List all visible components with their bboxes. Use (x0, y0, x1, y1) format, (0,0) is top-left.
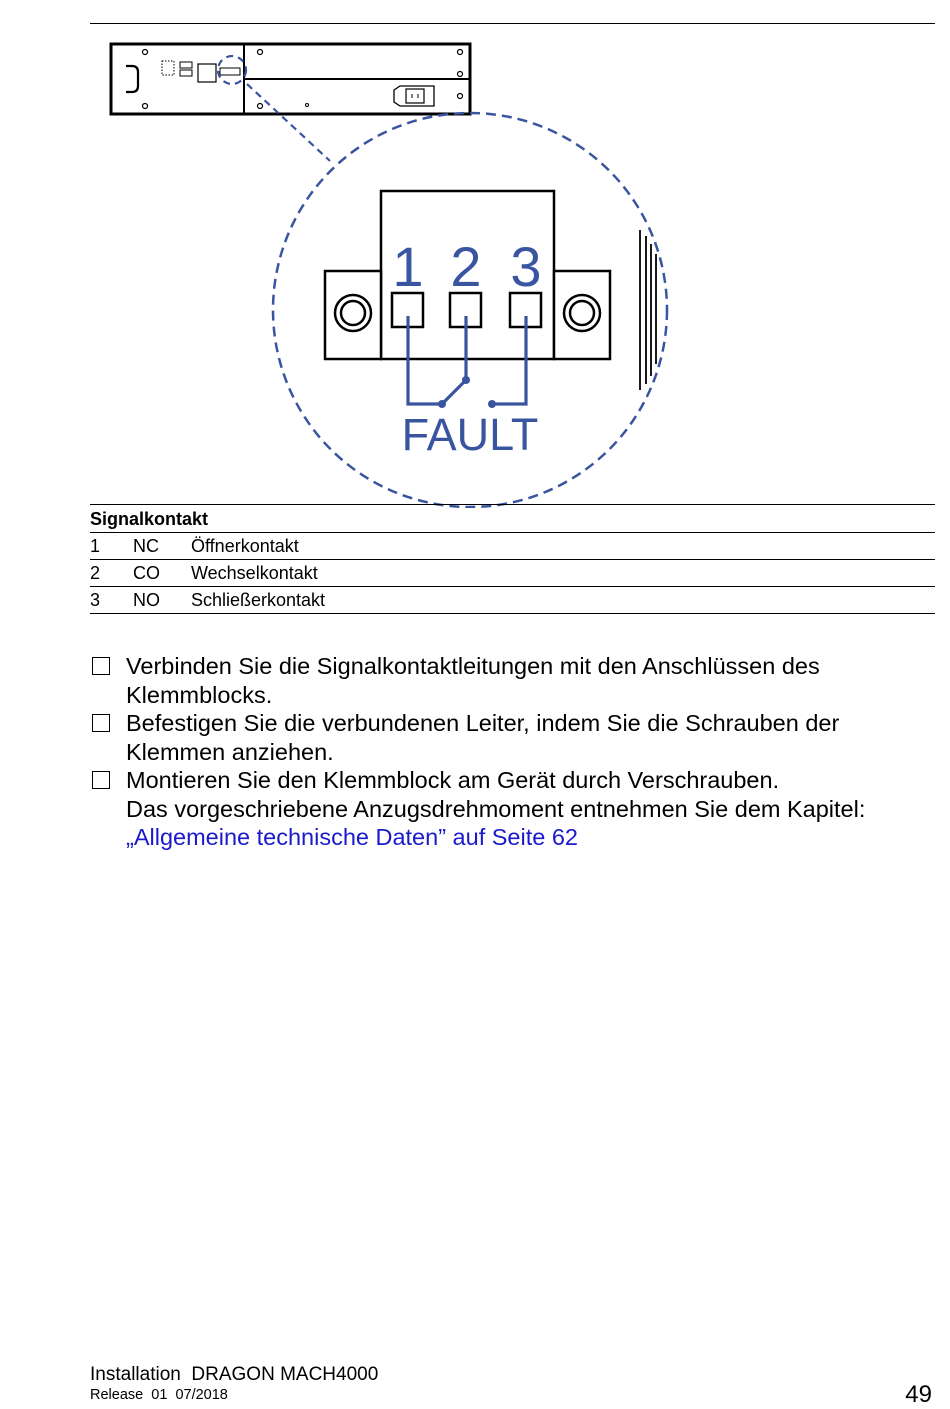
pin-3-label: 3 (510, 235, 542, 298)
pin-1-label: 1 (392, 235, 424, 298)
description-cell: Öffnerkontakt (191, 533, 935, 560)
pin-cell: 1 (90, 533, 133, 560)
document-title: Installation DRAGON MACH4000 (90, 1364, 379, 1385)
code-cell: NC (133, 533, 191, 560)
signal-contact-figure (100, 38, 680, 508)
instruction-steps (90, 652, 935, 852)
release-info: Release 01 07/2018 (90, 1387, 228, 1403)
checkbox-icon (92, 657, 110, 675)
step-text: Befestigen Sie die verbundenen Leiter, indem Sie die Schrauben der Klemmen anziehen. (126, 710, 840, 765)
pin-numbers (392, 235, 541, 298)
page-footer (90, 1364, 935, 1408)
instruction-step (90, 766, 935, 852)
code-cell: NO (133, 587, 191, 614)
step-note: Das vorgeschriebene Anzugsdrehmoment entnehmen Sie dem Kapitel: (126, 795, 866, 822)
description-cell: Wechselkontakt (191, 560, 935, 587)
device-panel (111, 44, 470, 114)
checkbox-icon (92, 714, 110, 732)
pin-2-label: 2 (450, 235, 482, 298)
table-row (90, 560, 935, 587)
signal-contact-table (90, 504, 935, 614)
table-row (90, 587, 935, 614)
top-rule (90, 23, 935, 24)
pin-cell: 3 (90, 587, 133, 614)
zoom-leader (218, 56, 330, 161)
code-cell: CO (133, 560, 191, 587)
instruction-step (90, 652, 935, 709)
checkbox-icon (92, 771, 110, 789)
page-number: 49 (905, 1381, 932, 1408)
fault-label: FAULT (401, 409, 539, 460)
cross-reference-link[interactable]: „Allgemeine technische Daten” auf Seite 62 (126, 824, 578, 850)
fault-contact-dots (438, 376, 496, 408)
pin-cell: 2 (90, 560, 133, 587)
table-row (90, 533, 935, 560)
instruction-step (90, 709, 935, 766)
step-text: Verbinden Sie die Signalkontaktleitungen mit den Anschlüssen des Klemmblocks. (126, 653, 820, 708)
table-header: Signalkontakt (90, 505, 935, 533)
description-cell: Schließerkontakt (191, 587, 935, 614)
device-edge-lines (640, 230, 656, 390)
step-text: Montieren Sie den Klemmblock am Gerät durch Verschrauben. (126, 767, 780, 793)
table-header-row (90, 505, 935, 533)
